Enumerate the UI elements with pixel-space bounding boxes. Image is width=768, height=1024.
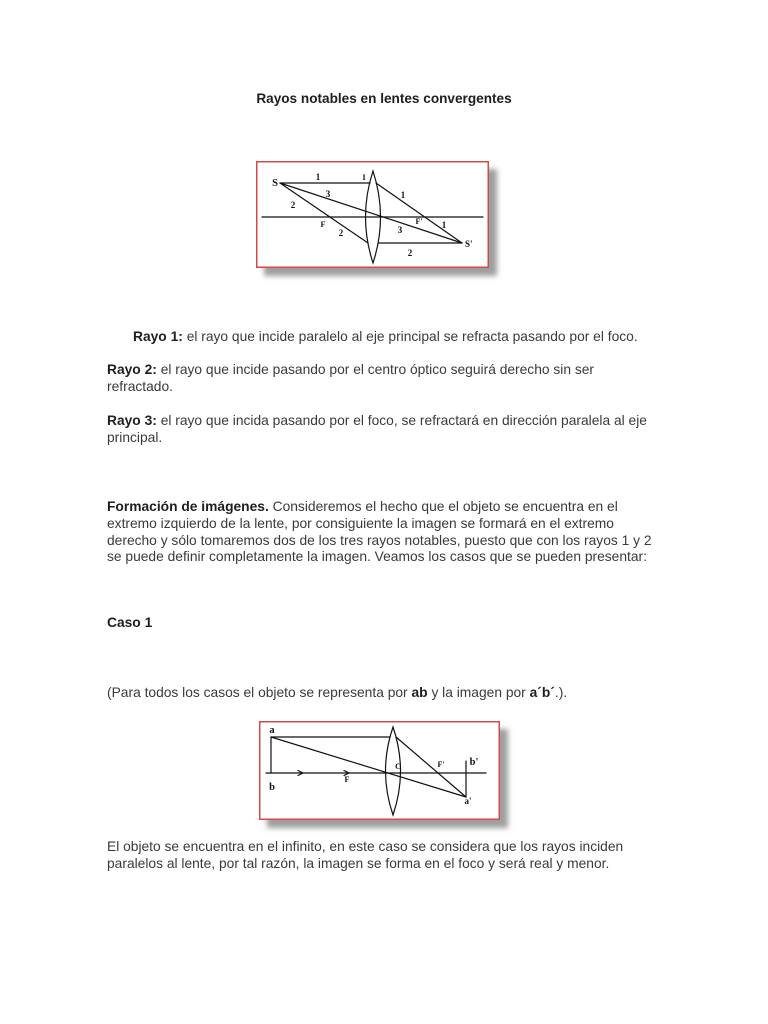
rayo-3-text: principal. <box>107 429 163 445</box>
rayo-1-text: el rayo que incide paralelo al eje principal se refracta pasando por el foco. <box>186 329 638 344</box>
note-text: .). <box>554 685 568 700</box>
ray-3-central <box>280 183 462 243</box>
lens-image-diagram <box>259 721 500 820</box>
label-focus: F <box>344 775 350 784</box>
paragraph-rayo-3 <box>107 413 647 447</box>
section-heading-caso-1: Caso 1 <box>107 615 153 630</box>
label-ray-2: 2 <box>407 248 413 258</box>
label-ray-2: 2 <box>290 200 296 210</box>
note-text: (Para todos los casos el objeto se representa por <box>107 685 408 700</box>
label-ray-3: 3 <box>397 225 403 235</box>
paragraph-rayo-1 <box>133 329 638 346</box>
diagram-lines <box>262 171 483 263</box>
label-ray-1: 1 <box>315 172 321 182</box>
label-focus-prime: F' <box>415 217 423 226</box>
description-text: paralelos al lente, por tal razón, la imagen se forma en el foco y será real y menor. <box>107 855 610 871</box>
formacion-text: extremo izquierdo de la lente, por consiguiente la imagen se formará en el extremo <box>107 515 614 531</box>
paragraph-formacion-imagenes <box>107 499 652 566</box>
ray-1-refracted <box>376 183 462 243</box>
lens-ray-diagram <box>256 161 489 268</box>
formacion-label: Formación de imágenes. <box>107 499 269 514</box>
rayo-3-text: el rayo que incida pasando por el foco, se refractará en dirección paralela al eje <box>160 413 647 428</box>
rayo-2-text: el rayo que incide pasando por el centro óptico seguirá derecho sin ser <box>160 362 595 377</box>
label-focus-prime: F' <box>437 760 445 769</box>
label-a-image: a' <box>464 796 472 806</box>
label-s: S <box>272 178 278 189</box>
ray-2-incident <box>280 183 368 243</box>
figure-caso-1 <box>259 721 500 820</box>
note-text: y la imagen por <box>431 685 526 700</box>
note-image: a´b´ <box>529 685 555 700</box>
formacion-text: se puede definir completamente la imagen. Veamos los casos que se pueden presentar: <box>107 549 647 565</box>
rayo-2-label: Rayo 2: <box>107 362 157 377</box>
formacion-text: derecho y sólo tomaremos dos de los tres rayos notables, puesto que con los rayos 1 y 2 <box>107 532 652 548</box>
label-focus: F <box>320 220 326 229</box>
convergent-lens <box>386 727 401 815</box>
paragraph-caso-note <box>107 685 567 702</box>
figure-rayos-notables <box>256 161 489 268</box>
paragraph-caso-1-description <box>107 839 623 873</box>
label-a: a <box>269 725 275 736</box>
rayo-1-label: Rayo 1: <box>133 329 183 344</box>
ray-parallel-refracted <box>396 737 466 797</box>
label-b: b <box>269 782 275 793</box>
paragraph-rayo-2 <box>107 362 594 396</box>
formacion-text: Consideremos el hecho que el objeto se encuentra en el <box>272 499 618 514</box>
diagram-labels <box>272 172 472 258</box>
diagram-lines <box>266 727 486 815</box>
description-text: El objeto se encuentra en el infinito, en este caso se considera que los rayos inciden <box>107 839 624 854</box>
rayo-2-text: refractado. <box>107 378 173 394</box>
label-s-image: S' <box>465 239 473 249</box>
note-object: ab <box>411 685 428 700</box>
rayo-3-label: Rayo 3: <box>107 413 157 428</box>
label-ray-1: 1 <box>400 190 406 200</box>
label-i: I <box>362 173 366 182</box>
label-center: C <box>395 762 401 771</box>
label-ray-3: 3 <box>325 189 331 199</box>
label-ray-1: 1 <box>441 220 447 230</box>
label-ray-2: 2 <box>338 228 344 238</box>
label-b-image: b' <box>469 757 479 768</box>
document-title: Rayos notables en lentes convergentes <box>256 91 512 106</box>
